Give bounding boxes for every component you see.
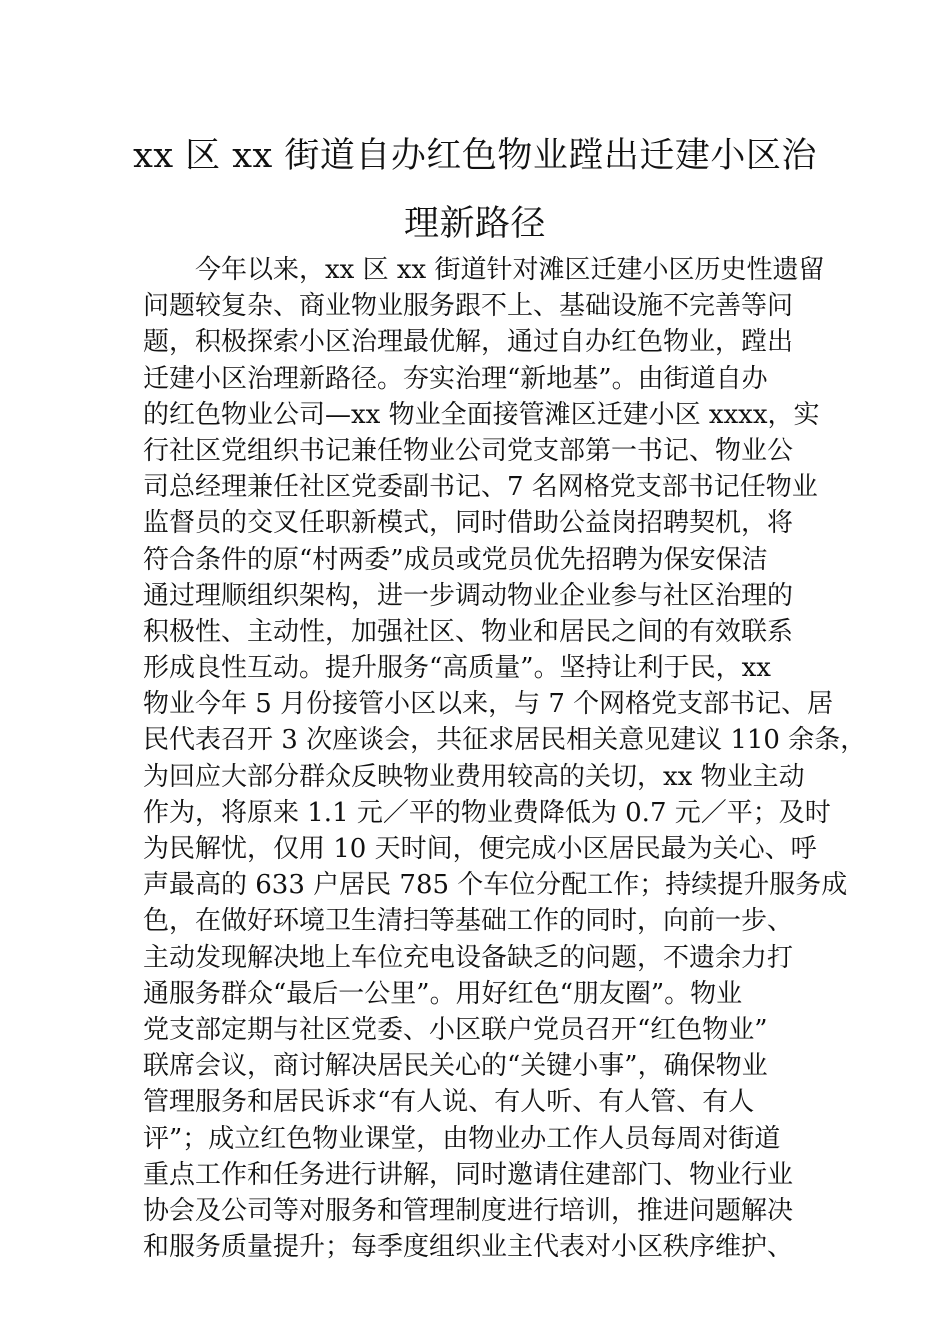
body-line: 为回应大部分群众反映物业费用较高的关切，xx 物业主动 (143, 761, 805, 792)
body-line: 物业今年 5 月份接管小区以来，与 7 个网格党支部书记、居 (143, 689, 834, 720)
body-line: 党支部定期与社区党委、小区联户党员召开“红色物业” (143, 1014, 768, 1045)
body-line: 通过理顺组织架构，进一步调动物业企业参与社区治理的 (143, 580, 794, 611)
body-line: 重点工作和任务进行讲解，同时邀请住建部门、物业行业 (143, 1159, 794, 1190)
body-line: 作为，将原来 1.1 元／平的物业费降低为 0.7 元／平；及时 (143, 797, 831, 828)
body-line: 形成良性互动。提升服务“高质量”。坚持让利于民，xx (143, 653, 771, 684)
body-line: 问题较复杂、商业物业服务跟不上、基础设施不完善等问 (143, 291, 794, 322)
body-line: 色，在做好环境卫生清扫等基础工作的同时，向前一步、 (143, 906, 794, 937)
body-line: 积极性、主动性，加强社区、物业和居民之间的有效联系 (143, 616, 794, 647)
body-line: 迁建小区治理新路径。夯实治理“新地基”。由街道自办 (143, 363, 768, 394)
document-body (143, 252, 867, 1265)
body-line: 民代表召开 3 次座谈会，共征求居民相关意见建议 110 余条， (143, 725, 867, 756)
body-line: 今年以来，xx 区 xx 街道针对滩区迁建小区历史性遗留 (143, 255, 825, 285)
body-line: 题，积极探索小区治理最优解，通过自办红色物业，蹚出 (143, 327, 794, 358)
body-line: 评”；成立红色物业课堂，由物业办工作人员每周对街道 (143, 1123, 781, 1154)
document-title-line-1: xx 区 xx 街道自办红色物业蹚出迁建小区治 (133, 136, 817, 176)
body-line: 司总经理兼任社区党委副书记、7 名网格党支部书记任物业 (143, 472, 818, 503)
body-line: 联席会议，商讨解决居民关心的“关键小事”，确保物业 (143, 1051, 768, 1082)
body-line: 符合条件的原“村两委”成员或党员优先招聘为保安保洁 (143, 544, 768, 575)
body-line: 主动发现解决地上车位充电设备缺乏的问题，不遗余力打 (143, 942, 794, 973)
body-line: 协会及公司等对服务和管理制度进行培训，推进问题解决 (143, 1195, 794, 1226)
body-line: 行社区党组织书记兼任物业公司党支部第一书记、物业公 (143, 435, 794, 466)
body-line: 监督员的交叉任职新模式，同时借助公益岗招聘契机，将 (143, 508, 794, 539)
document-title-line-2: 理新路径 (403, 204, 546, 244)
body-line: 为民解忧，仅用 10 天时间，便完成小区居民最为关心、呼 (143, 834, 817, 864)
body-line: 声最高的 633 户居民 785 个车位分配工作；持续提升服务成 (143, 870, 848, 901)
body-line: 通服务群众“最后一公里”。用好红色“朋友圈”。物业 (143, 978, 743, 1009)
body-line: 管理服务和居民诉求“有人说、有人听、有人管、有人 (143, 1087, 755, 1118)
body-line: 的红色物业公司—xx 物业全面接管滩区迁建小区 xxxx，实 (143, 399, 820, 430)
body-line: 和服务质量提升；每季度组织业主代表对小区秩序维护、 (143, 1232, 794, 1263)
